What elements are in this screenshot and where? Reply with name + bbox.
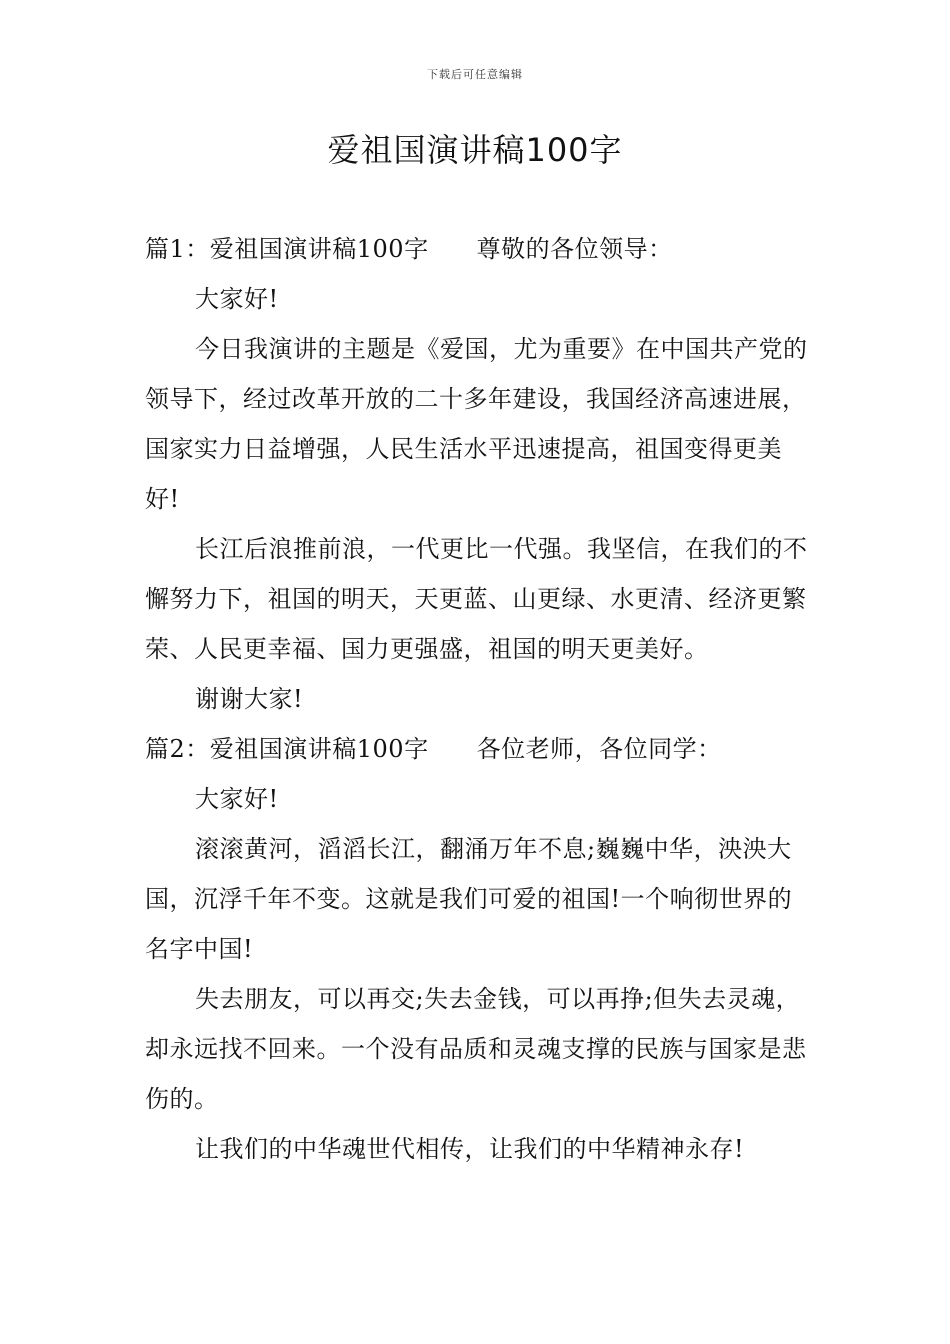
paragraph: 失去朋友，可以再交;失去金钱，可以再挣;但失去灵魂，却永远找不回来。一个没有品质和灵魂支撑的民族与国家是悲伤的。	[145, 985, 807, 1113]
paragraph: 今日我演讲的主题是《爱国，尤为重要》在中国共产党的领导下，经过改革开放的二十多年建设，我国经济高速进展，国家实力日益增强，人民生活水平迅速提高，祖国变得更美好!	[145, 335, 808, 513]
section-heading-2	[145, 724, 810, 774]
paragraph: 大家好!	[195, 285, 279, 313]
section-title: 篇2：爱祖国演讲稿100字	[145, 735, 429, 763]
paragraph: 大家好!	[195, 785, 279, 813]
section-heading-1	[145, 224, 810, 274]
section-salutation: 尊敬的各位领导：	[476, 235, 673, 263]
header-note: 下载后可任意编辑	[427, 68, 523, 81]
document-title: 爱祖国演讲稿100字	[327, 131, 623, 169]
paragraph: 长江后浪推前浪，一代更比一代强。我坚信，在我们的不懈努力下，祖国的明天，天更蓝、山更绿、水更清、经济更繁荣、人民更幸福、国力更强盛，祖国的明天更美好。	[145, 535, 808, 663]
paragraph: 滚滚黄河，滔滔长江，翻涌万年不息;巍巍中华，泱泱大国，沉浮千年不变。这就是我们可爱的祖国!一个响彻世界的名字中国!	[145, 835, 793, 963]
section-salutation: 各位老师，各位同学：	[476, 735, 722, 763]
section-title: 篇1：爱祖国演讲稿100字	[145, 235, 429, 263]
document-body	[145, 224, 810, 1174]
paragraph: 谢谢大家!	[195, 685, 304, 713]
paragraph: 让我们的中华魂世代相传，让我们的中华精神永存!	[195, 1135, 745, 1163]
